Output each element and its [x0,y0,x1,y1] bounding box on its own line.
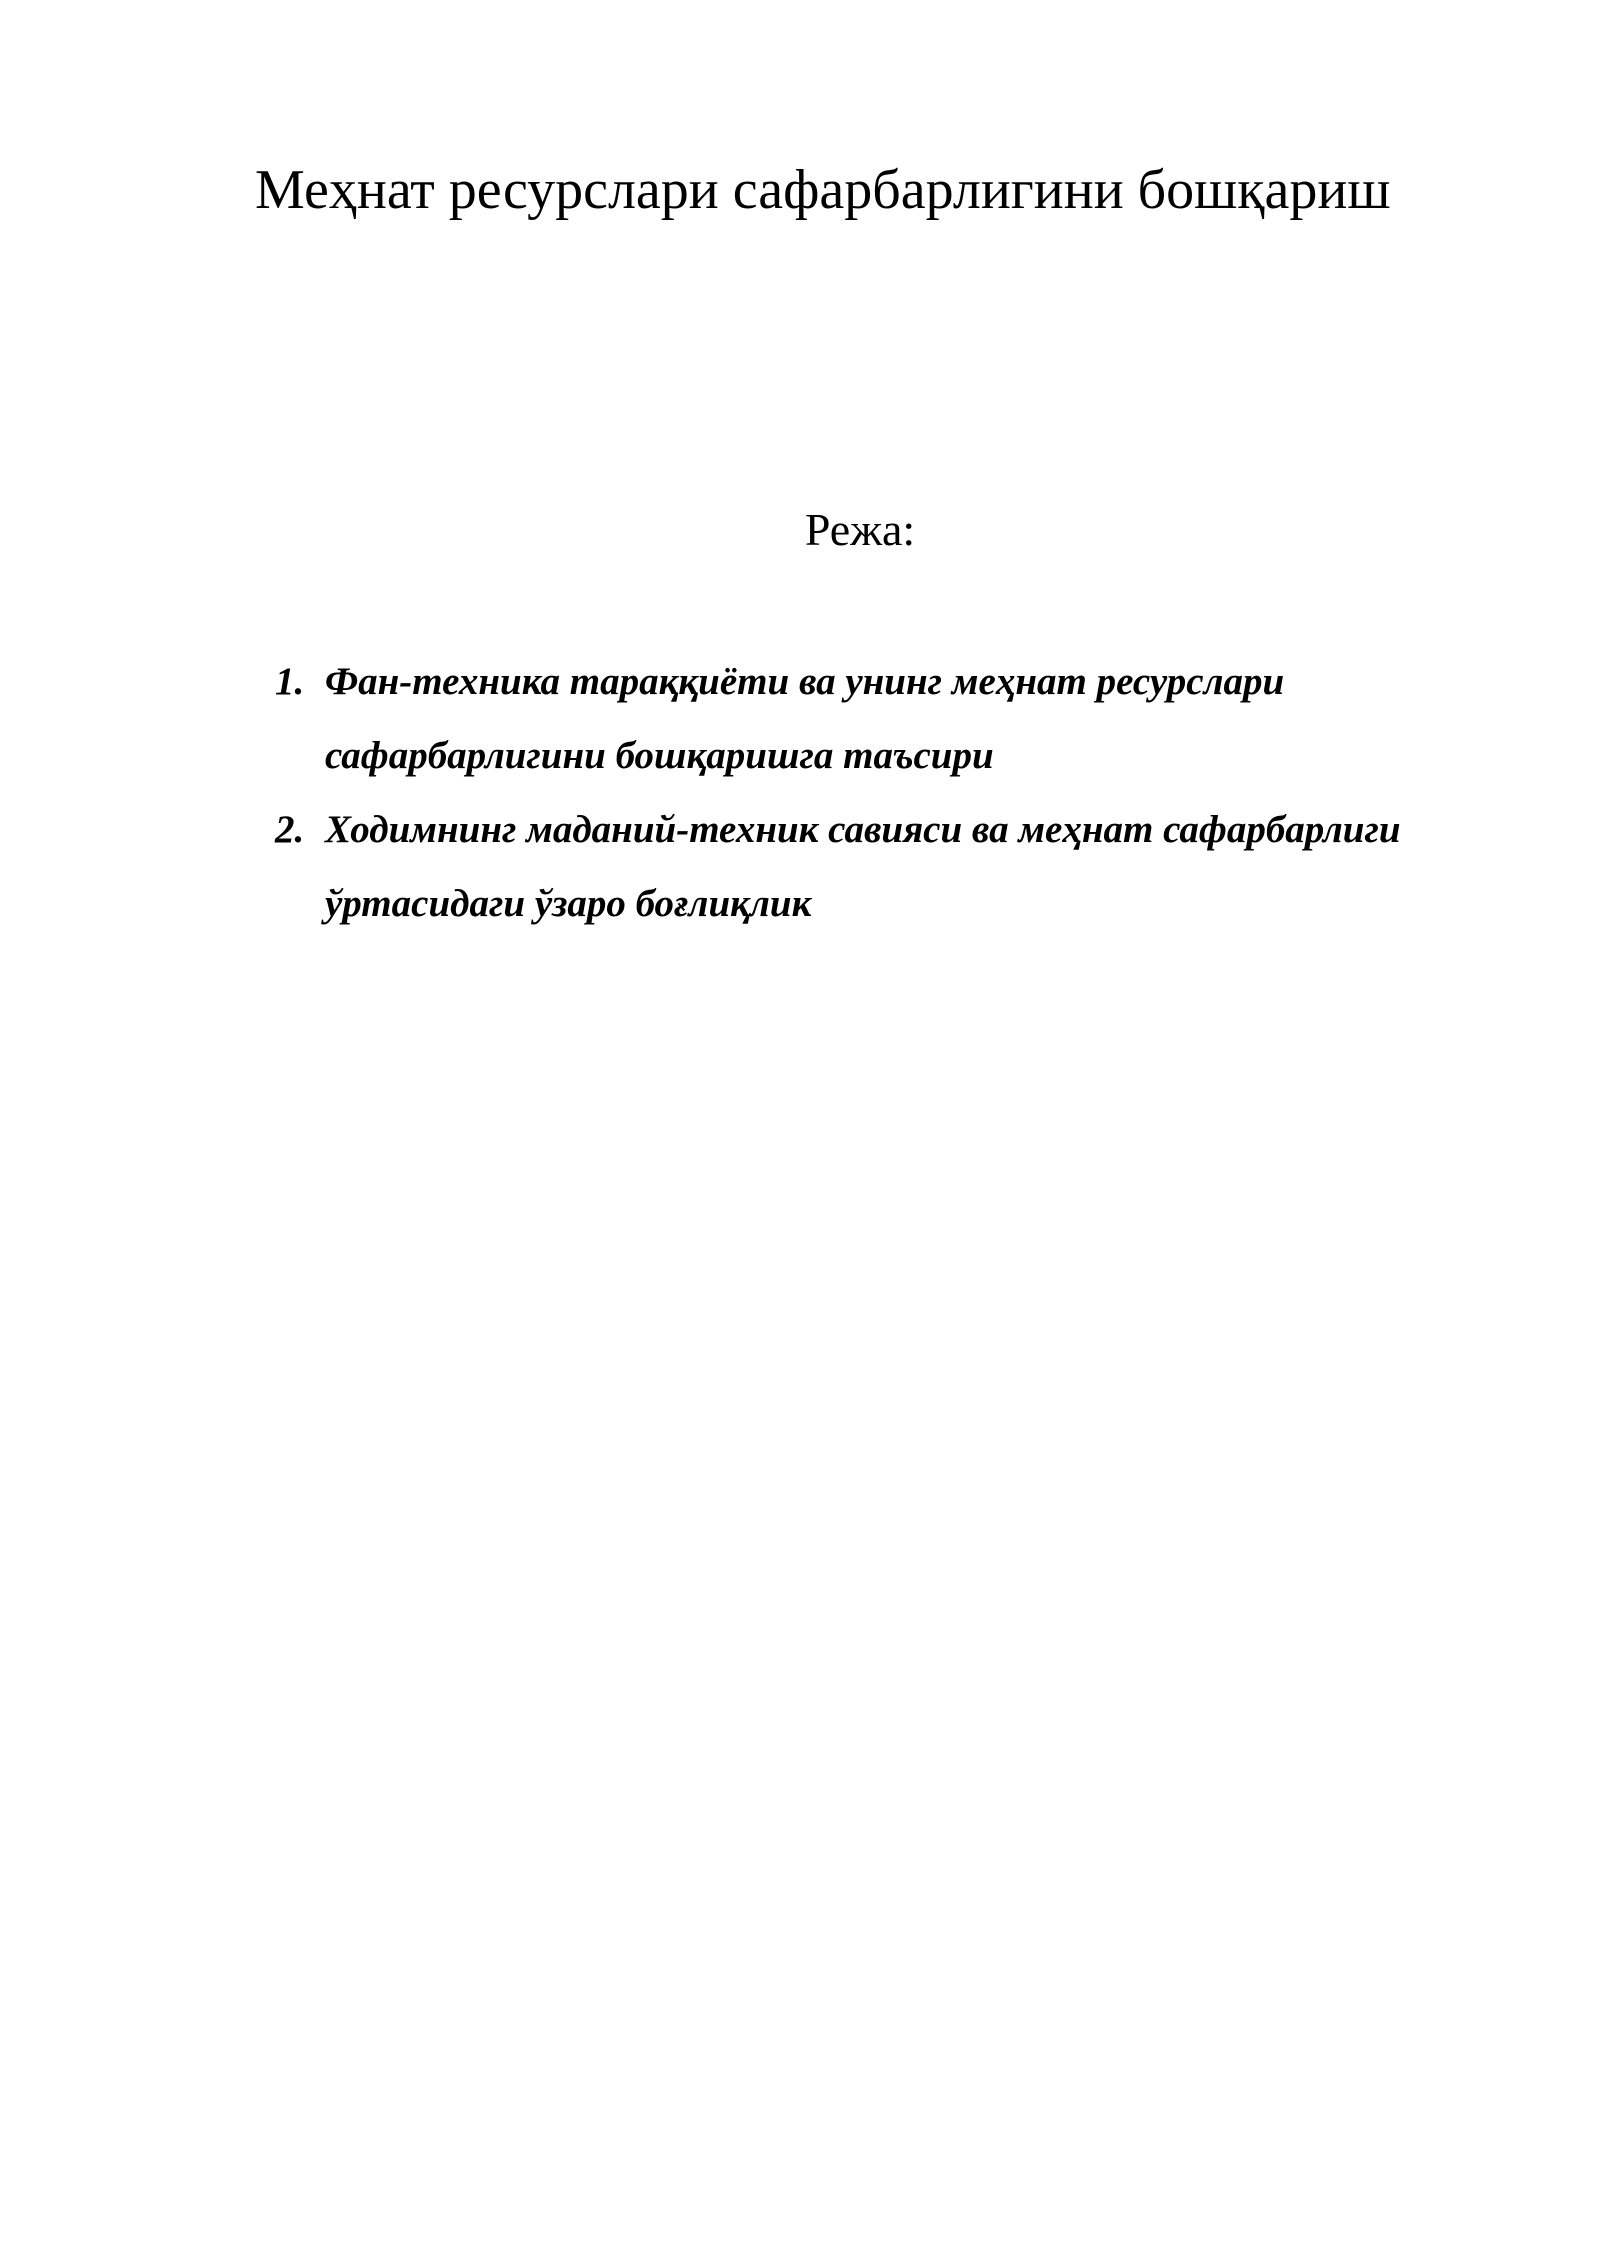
plan-item-text: Фан-техника тараққиёти ва унинг меҳнат ресурслари сафарбарлигини бошқаришга таъсири [325,660,1285,777]
plan-item-number: 1. [275,660,305,703]
plan-item [270,645,1430,793]
plan-item [270,793,1430,941]
plan-item-text: Ходимнинг маданий-техник савияси ва меҳнат сафарбарлиги ўртасидаги ўзаро боғлиқлик [325,808,1401,925]
document-title: Меҳнат ресурслари сафарбарлигини бошқариш [255,159,1391,221]
plan-heading: Режа: [804,504,916,555]
plan-list [270,645,1430,941]
plan-item-number: 2. [275,808,305,851]
